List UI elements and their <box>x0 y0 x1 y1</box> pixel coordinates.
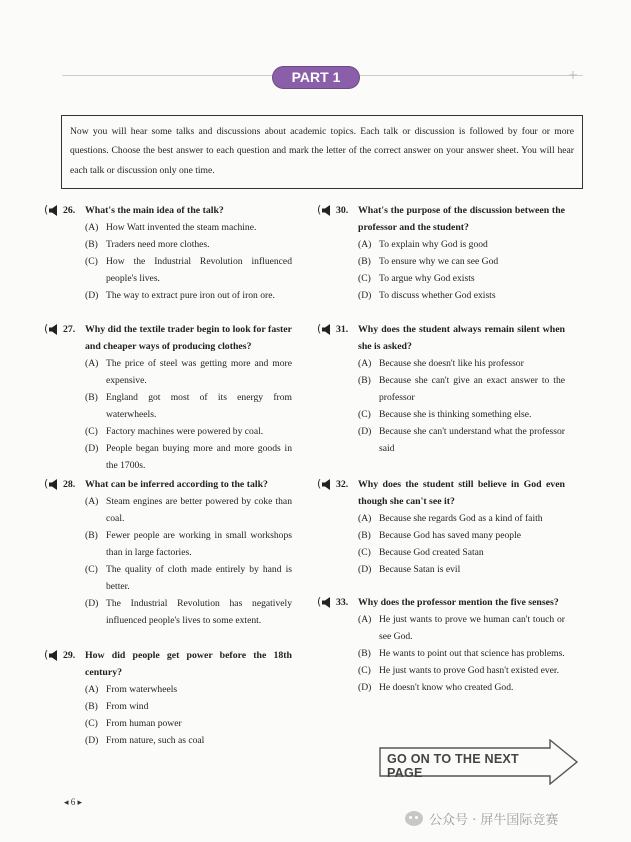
next-page-label: GO ON TO THE NEXT PAGE <box>387 752 519 780</box>
speaker-icon: ( <box>317 204 334 217</box>
question-stem: What can be inferred according to the talk? <box>85 479 268 490</box>
option[interactable]: (A) How Watt invented the steam machine. <box>85 222 257 233</box>
option[interactable]: (B) Because she can't give an exact answer to the professor <box>358 375 565 403</box>
question-stem: Why does the professor mention the five senses? <box>358 597 559 608</box>
option[interactable]: (C) From human power <box>85 718 182 729</box>
options-list <box>85 493 292 629</box>
option[interactable]: (C) To argue why God exists <box>358 273 475 284</box>
option[interactable]: (D) He doesn't know who created God. <box>358 682 514 693</box>
question-28 <box>44 476 292 639</box>
question-number: 26. <box>63 205 76 216</box>
option[interactable]: (C) Because God created Satan <box>358 547 484 558</box>
option[interactable]: (C) Factory machines were powered by coal. <box>85 426 264 437</box>
option[interactable]: (A) Because she doesn't like his professor <box>358 358 524 369</box>
question-29 <box>44 647 292 746</box>
options-list <box>85 219 292 304</box>
watermark-text: 公众号 · 屏牛国际竞赛 <box>429 812 559 828</box>
option[interactable]: (B) To ensure why we can see God <box>358 256 499 267</box>
question-stem: Why did the textile trader begin to look for faster and cheaper ways of producing clothes? <box>85 324 292 352</box>
question-33 <box>317 594 565 704</box>
speaker-icon: ( <box>44 323 61 336</box>
question-stem: How did people get power before the 18th century? <box>85 650 292 678</box>
speaker-icon: ( <box>317 323 334 336</box>
option[interactable]: (C) Because she is thinking something else. <box>358 409 532 420</box>
question-30 <box>317 202 565 312</box>
option[interactable]: (A) To explain why God is good <box>358 239 488 250</box>
question-number: 27. <box>63 324 76 335</box>
speaker-icon: ( <box>44 478 61 491</box>
question-stem: What's the main idea of the talk? <box>85 205 224 216</box>
option[interactable]: (D) Because she can't understand what the professor said <box>358 426 565 454</box>
question-27 <box>44 321 292 476</box>
right-column <box>317 202 565 704</box>
option[interactable]: (D) The way to extract pure iron out of iron ore. <box>85 290 275 301</box>
speaker-icon: ( <box>44 204 61 217</box>
options-list <box>358 355 565 457</box>
part-title: PART 1 <box>273 67 359 88</box>
question-number: 29. <box>63 650 76 661</box>
question-stem: Why does the student still believe in God even though she can't see it? <box>358 479 565 507</box>
option[interactable]: (D) From nature, such as coal <box>85 735 205 746</box>
page-number: ◂ 6 ▸ <box>64 797 83 807</box>
options-list <box>85 681 292 749</box>
left-column <box>44 202 292 746</box>
option[interactable]: (A) From waterwheels <box>85 684 178 695</box>
watermark <box>405 807 625 829</box>
option[interactable]: (A) Because she regards God as a kind of faith <box>358 513 543 524</box>
option[interactable]: (C) The quality of cloth made entirely by hand is better. <box>85 564 292 592</box>
option[interactable]: (D) The Industrial Revolution has negatively influenced people's lives to some extent. <box>85 598 292 626</box>
option[interactable]: (B) From wind <box>85 701 149 712</box>
question-number: 28. <box>63 479 76 490</box>
question-number: 31. <box>336 324 349 335</box>
option[interactable]: (A) The price of steel was getting more and more expensive. <box>85 358 292 386</box>
option[interactable]: (A) He just wants to prove we human can't touch or see God. <box>358 614 565 642</box>
option[interactable]: (B) England got most of its energy from waterwheels. <box>85 392 292 420</box>
options-list <box>85 355 292 474</box>
question-31 <box>317 321 565 476</box>
option[interactable]: (B) Because God has saved many people <box>358 530 521 541</box>
option[interactable]: (D) Because Satan is evil <box>358 564 461 575</box>
option[interactable]: (B) Fewer people are working in small workshops than in large factories. <box>85 530 292 558</box>
speaker-icon: ( <box>317 478 334 491</box>
question-26 <box>44 202 292 312</box>
question-stem: What's the purpose of the discussion between the professor and the student? <box>358 205 565 233</box>
option[interactable]: (B) He wants to point out that science has problems. <box>358 648 565 659</box>
next-page-arrow[interactable] <box>379 739 579 785</box>
option[interactable]: (D) People began buying more and more goods in the 1700s. <box>85 443 292 471</box>
option[interactable]: (A) Steam engines are better powered by coke than coal. <box>85 496 292 524</box>
question-32 <box>317 476 565 588</box>
option[interactable]: (C) How the Industrial Revolution influenced people's lives. <box>85 256 292 284</box>
question-number: 32. <box>336 479 349 490</box>
question-number: 30. <box>336 205 349 216</box>
options-list <box>358 236 565 304</box>
speaker-icon: ( <box>317 596 334 609</box>
instructions-box: Now you will hear some talks and discussions about academic topics. Each talk or discussion is followed by four or more questions. Choose the best answer to each question and mark the letter of the correct answer on your answer sheet. You will hear each talk or discussion only one time. <box>61 115 583 189</box>
wechat-icon <box>405 811 423 826</box>
option[interactable]: (B) Traders need more clothes. <box>85 239 210 250</box>
option[interactable]: (C) He just wants to prove God hasn't existed ever. <box>358 665 559 676</box>
option[interactable]: (D) To discuss whether God exists <box>358 290 496 301</box>
options-list <box>358 611 565 696</box>
question-number: 33. <box>336 597 349 608</box>
options-list <box>358 510 565 578</box>
question-stem: Why does the student always remain silent when she is asked? <box>358 324 565 352</box>
corner-mark-icon <box>569 71 577 79</box>
speaker-icon: ( <box>44 649 61 662</box>
